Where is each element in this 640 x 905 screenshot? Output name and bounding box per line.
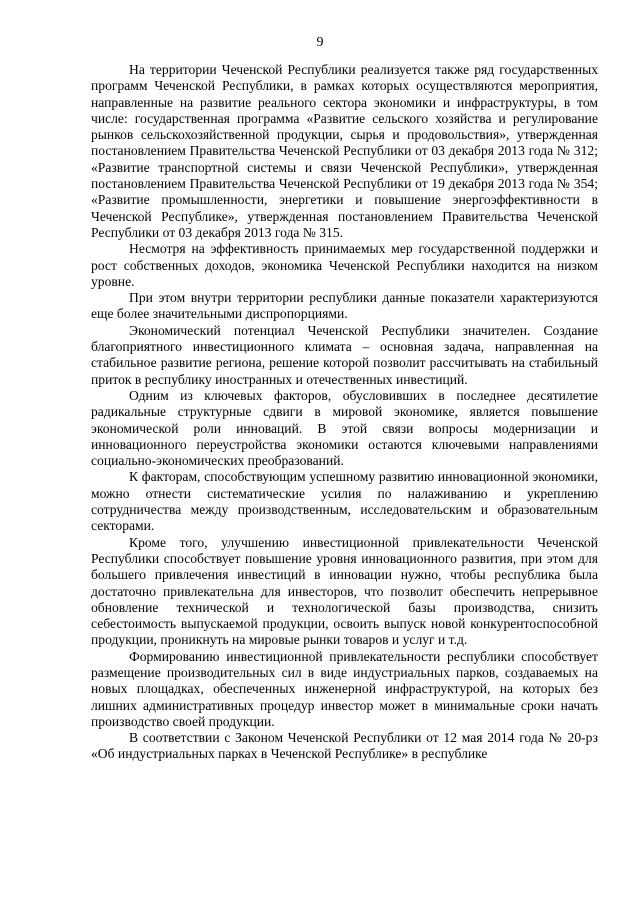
paragraph-potential: Экономический потенциал Чеченской Республики значителен. Создание благоприятного инвестиционного климата – основная задача, направленная на стабильное развитие региона, решение которой позволит рассчитывать на стабильный приток в республику иностранных и отечественных инвестиций. <box>91 322 598 387</box>
document-body <box>91 62 598 763</box>
paragraph-attractiveness: Кроме того, улучшению инвестиционной привлекательности Чеченской Республики способствует повышение уровня инновационного развития, при этом для большего привлечения инвестиций в инновации нужно, чтобы республика была достаточно привлекательна для инвесторов, что позволит обеспечить непрерывное обновление технической и технологической базы производства, снизить себестоимость выпускаемой продукции, освоить выпуск новой конкурентоспособной продукции, проникнуть на мировые рынки товаров и услуг и т.д. <box>91 534 598 648</box>
page-number: 9 <box>316 35 324 50</box>
paragraph-disproportions: При этом внутри территории республики данные показатели характеризуются еще более значительными диспропорциями. <box>91 290 598 322</box>
paragraph-law: В соответствии с Законом Чеченской Республики от 12 мая 2014 года № 20-рз «Об индустриальных парках в Чеченской Республике» в республике <box>91 730 598 762</box>
paragraph-innovation-role: Одним из ключевых факторов, обусловивших в последнее десятилетие радикальные структурные сдвиги в мировой экономике, является повышение экономической роли инноваций. В этой связи вопросы модернизации и инновационного переустройства экономики остаются ключевыми направлениями социально-экономических преобразований. <box>91 387 598 469</box>
paragraph-factors: К факторам, способствующим успешному развитию инновационной экономики, можно отнести систематические усилия по налаживанию и укреплению сотрудничества между производственным, исследовательским и образовательным секторами. <box>91 469 598 534</box>
paragraph-industrial-parks: Формированию инвестиционной привлекательности республики способствует размещение производительных сил в виде индустриальных парков, создаваемых на новых площадках, обеспеченных инженерной инфраструктурой, на которых без лишних административных процедур инвестор может в минимальные сроки начать производство своей продукции. <box>91 648 598 729</box>
paragraph-low-level: Несмотря на эффективность принимаемых мер государственной поддержки и рост собственных доходов, экономика Чеченской Республики находится на низком уровне. <box>91 241 598 289</box>
paragraph-programs: На территории Чеченской Республики реализуется также ряд государственных программ Чеченской Республики, в рамках которых осуществляются мероприятия, направленные на развитие реального сектора экономики и инфраструктуры, в том числе: государственная программа «Развитие сельского хозяйства и регулирование рынков сельскохозяйственной продукции, сырья и продовольствия», утвержденная постановлением Правительства Чеченской Республики от 03 декабря 2013 года № 312; «Развитие транспортной системы и связи Чеченской Республики», утвержденная постановлением Правительства Чеченской Республики от 19 декабря 2013 года № 354; «Развитие промышленности, энергетики и повышение энергоэффективности в Чеченской Республике», утвержденная постановлением Правительства Чеченской Республики от 03 декабря 2013 года № 315. <box>91 62 598 240</box>
